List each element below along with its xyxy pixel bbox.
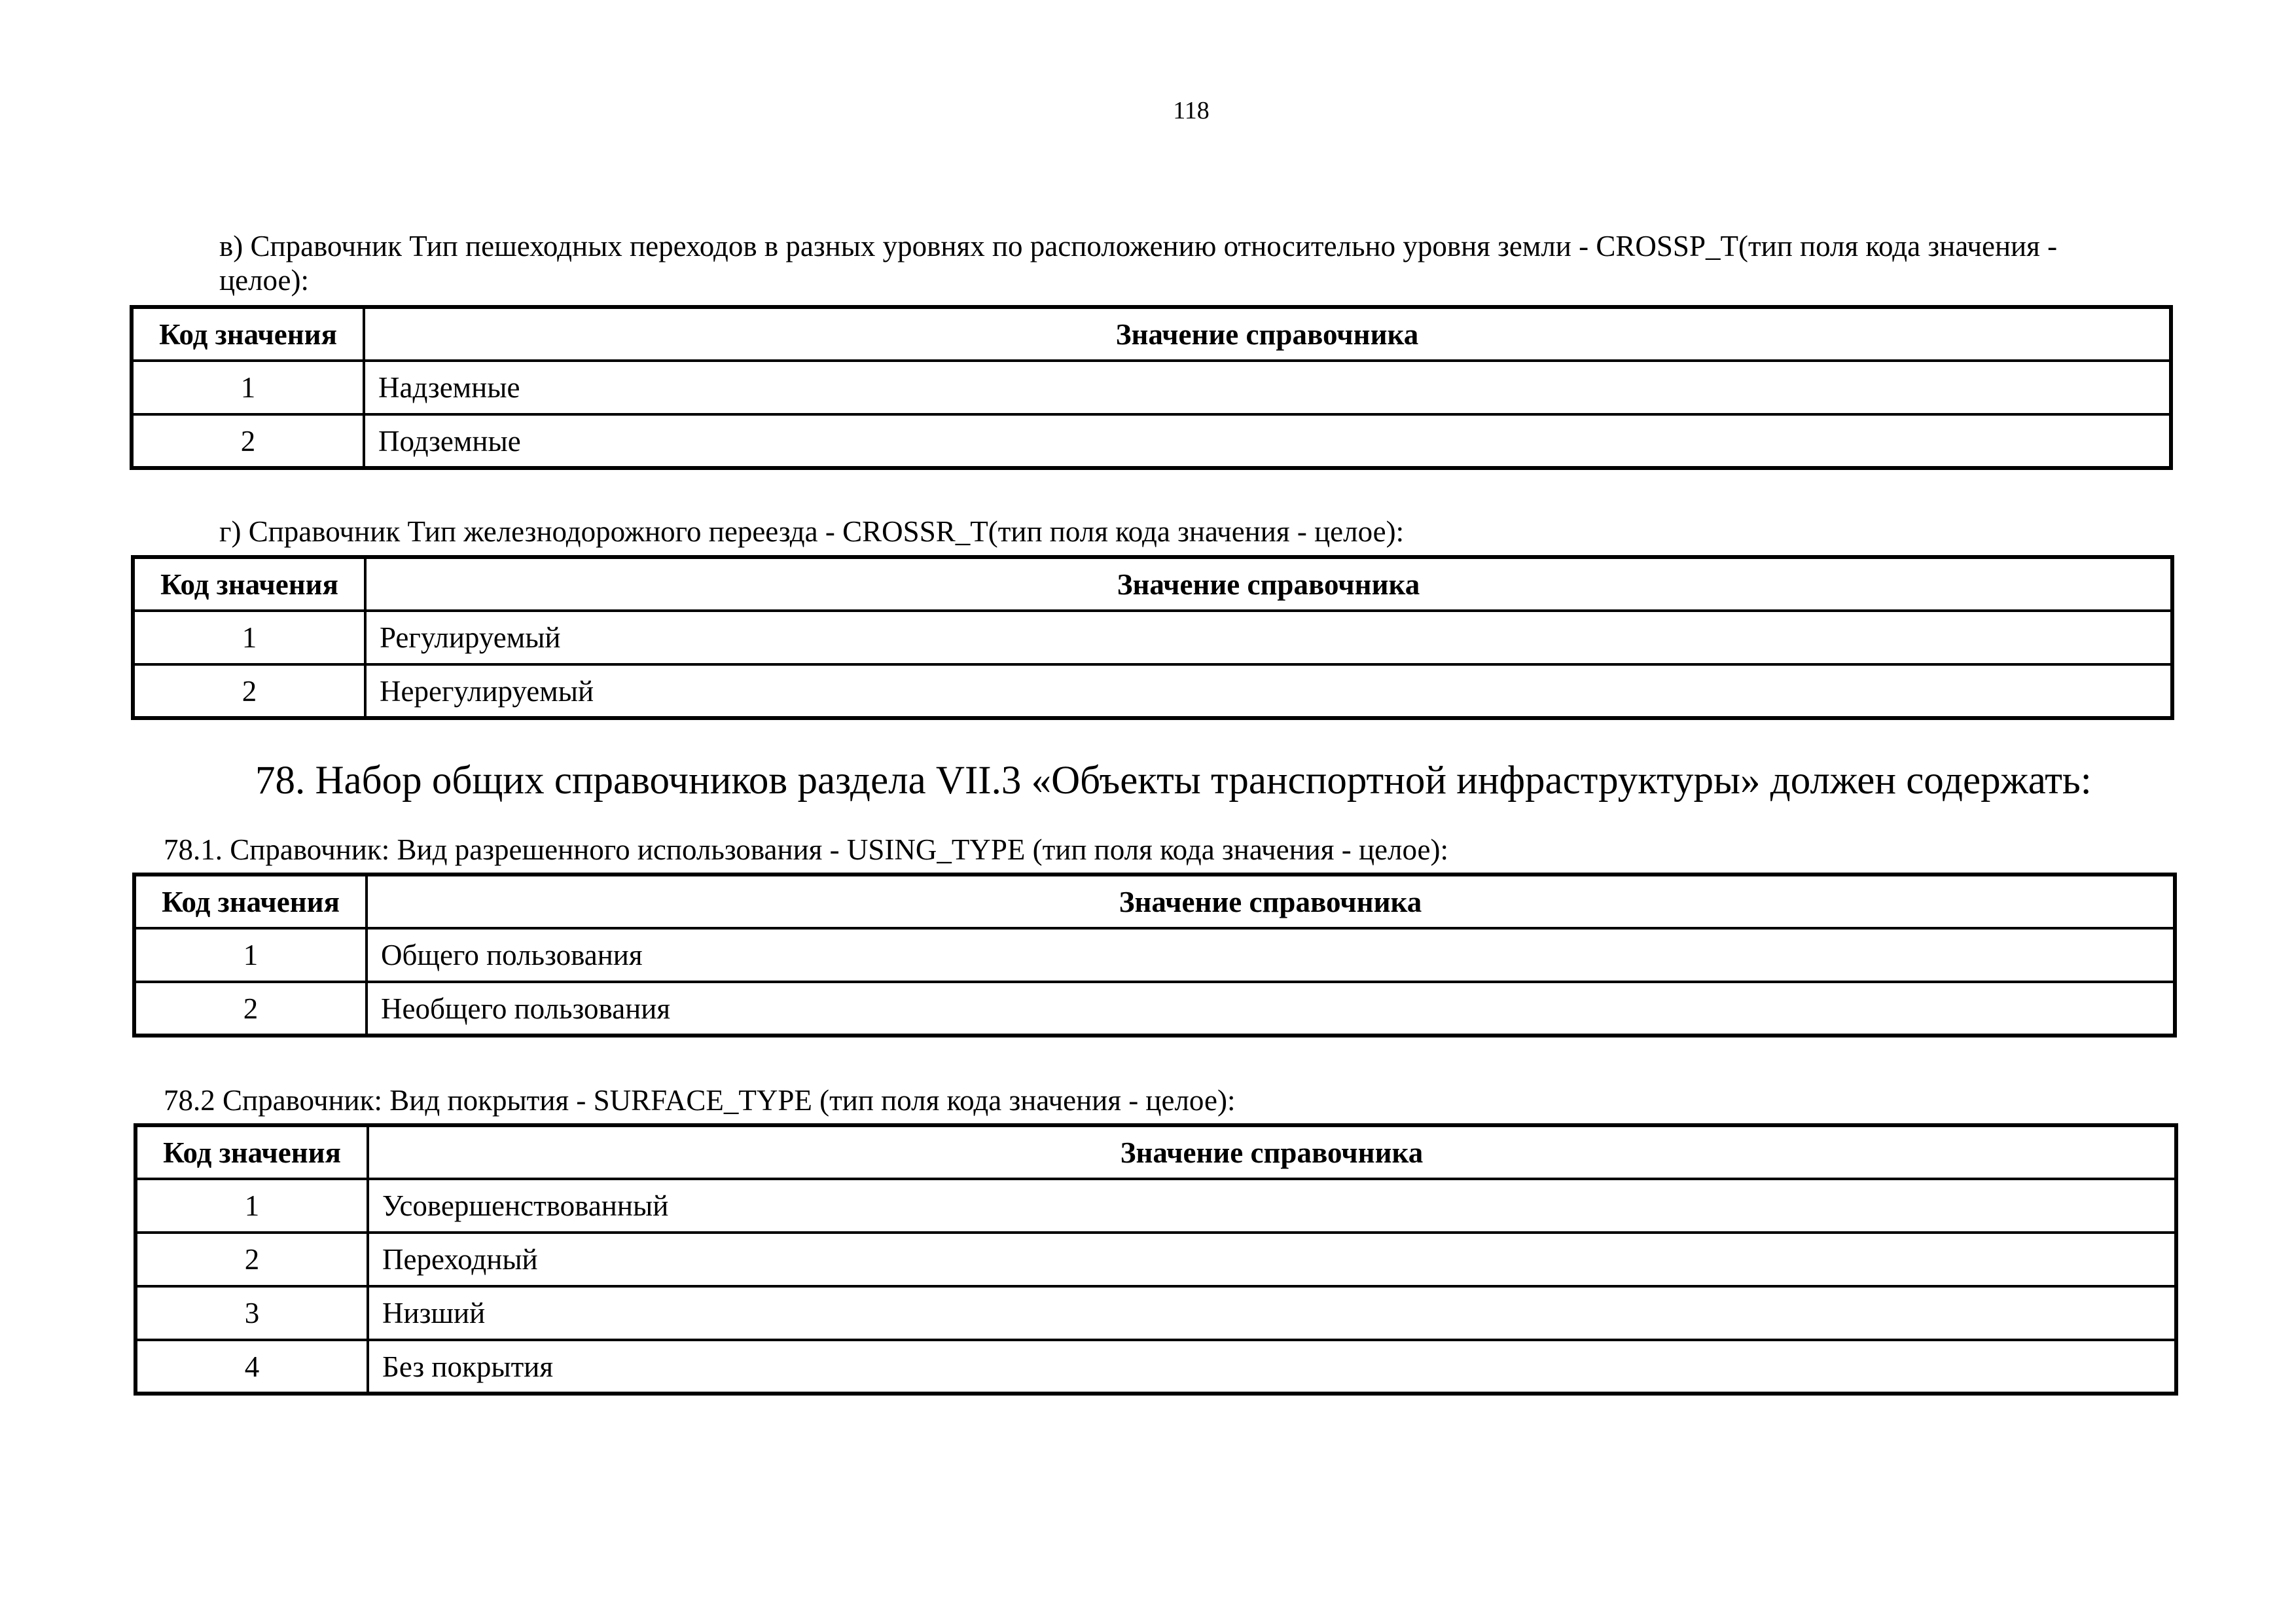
cell-value: Усовершенствованный bbox=[368, 1179, 2176, 1233]
table-crossp-t bbox=[130, 305, 2173, 470]
table-surface-type bbox=[134, 1123, 2178, 1396]
section-heading-78: 78. Набор общих справочников раздела VII.3 «Объекты транспортной инфраструктуры» должен содержать: bbox=[255, 759, 2092, 803]
cell-value: Надземные bbox=[364, 361, 2171, 414]
table-header-row bbox=[135, 1125, 2176, 1179]
caption-crossr-t: г) Справочник Тип железнодорожного переезда - CROSSR_T(тип поля кода значения - целое): bbox=[219, 515, 1405, 548]
cell-value: Общего пользования bbox=[367, 928, 2175, 982]
table-header-row bbox=[133, 557, 2172, 611]
caption-surface-type: 78.2 Справочник: Вид покрытия - SURFACE_TYPE (тип поля кода значения - целое): bbox=[164, 1084, 1236, 1117]
table-row bbox=[135, 1179, 2176, 1233]
table-row bbox=[135, 1233, 2176, 1286]
table-row bbox=[135, 1340, 2176, 1394]
cell-value: Регулируемый bbox=[365, 611, 2172, 664]
cell-value: Необщего пользования bbox=[367, 982, 2175, 1036]
cell-value: Низший bbox=[368, 1286, 2176, 1340]
caption-using-type: 78.1. Справочник: Вид разрешенного использования - USING_TYPE (тип поля кода значения - целое): bbox=[164, 833, 1448, 866]
header-value: Значение справочника bbox=[367, 875, 2175, 928]
header-code: Код значения bbox=[135, 1125, 368, 1179]
cell-code: 2 bbox=[135, 1233, 368, 1286]
table-row bbox=[133, 611, 2172, 664]
table-crossr-t bbox=[131, 555, 2174, 720]
page-number: 118 bbox=[1173, 97, 1210, 124]
cell-code: 1 bbox=[133, 611, 365, 664]
header-value: Значение справочника bbox=[365, 557, 2172, 611]
table-row bbox=[132, 414, 2171, 468]
cell-code: 2 bbox=[134, 982, 367, 1036]
header-code: Код значения bbox=[134, 875, 367, 928]
cell-code: 2 bbox=[132, 414, 364, 468]
table-row bbox=[134, 982, 2175, 1036]
cell-code: 2 bbox=[133, 664, 365, 718]
table-using-type bbox=[132, 873, 2177, 1038]
table-row bbox=[134, 928, 2175, 982]
cell-code: 1 bbox=[132, 361, 364, 414]
header-value: Значение справочника bbox=[368, 1125, 2176, 1179]
header-code: Код значения bbox=[133, 557, 365, 611]
table-row bbox=[132, 361, 2171, 414]
cell-code: 1 bbox=[134, 928, 367, 982]
header-value: Значение справочника bbox=[364, 307, 2171, 361]
cell-value: Без покрытия bbox=[368, 1340, 2176, 1394]
table-row bbox=[135, 1286, 2176, 1340]
cell-value: Подземные bbox=[364, 414, 2171, 468]
table-header-row bbox=[132, 307, 2171, 361]
caption-crossp-t: в) Справочник Тип пешеходных переходов в разных уровнях по расположению относительно уровня земли - CROSSP_T(тип поля кода значения - целое): bbox=[219, 230, 2058, 297]
table-header-row bbox=[134, 875, 2175, 928]
cell-value: Нерегулируемый bbox=[365, 664, 2172, 718]
header-code: Код значения bbox=[132, 307, 364, 361]
cell-code: 1 bbox=[135, 1179, 368, 1233]
cell-value: Переходный bbox=[368, 1233, 2176, 1286]
cell-code: 4 bbox=[135, 1340, 368, 1394]
table-row bbox=[133, 664, 2172, 718]
cell-code: 3 bbox=[135, 1286, 368, 1340]
